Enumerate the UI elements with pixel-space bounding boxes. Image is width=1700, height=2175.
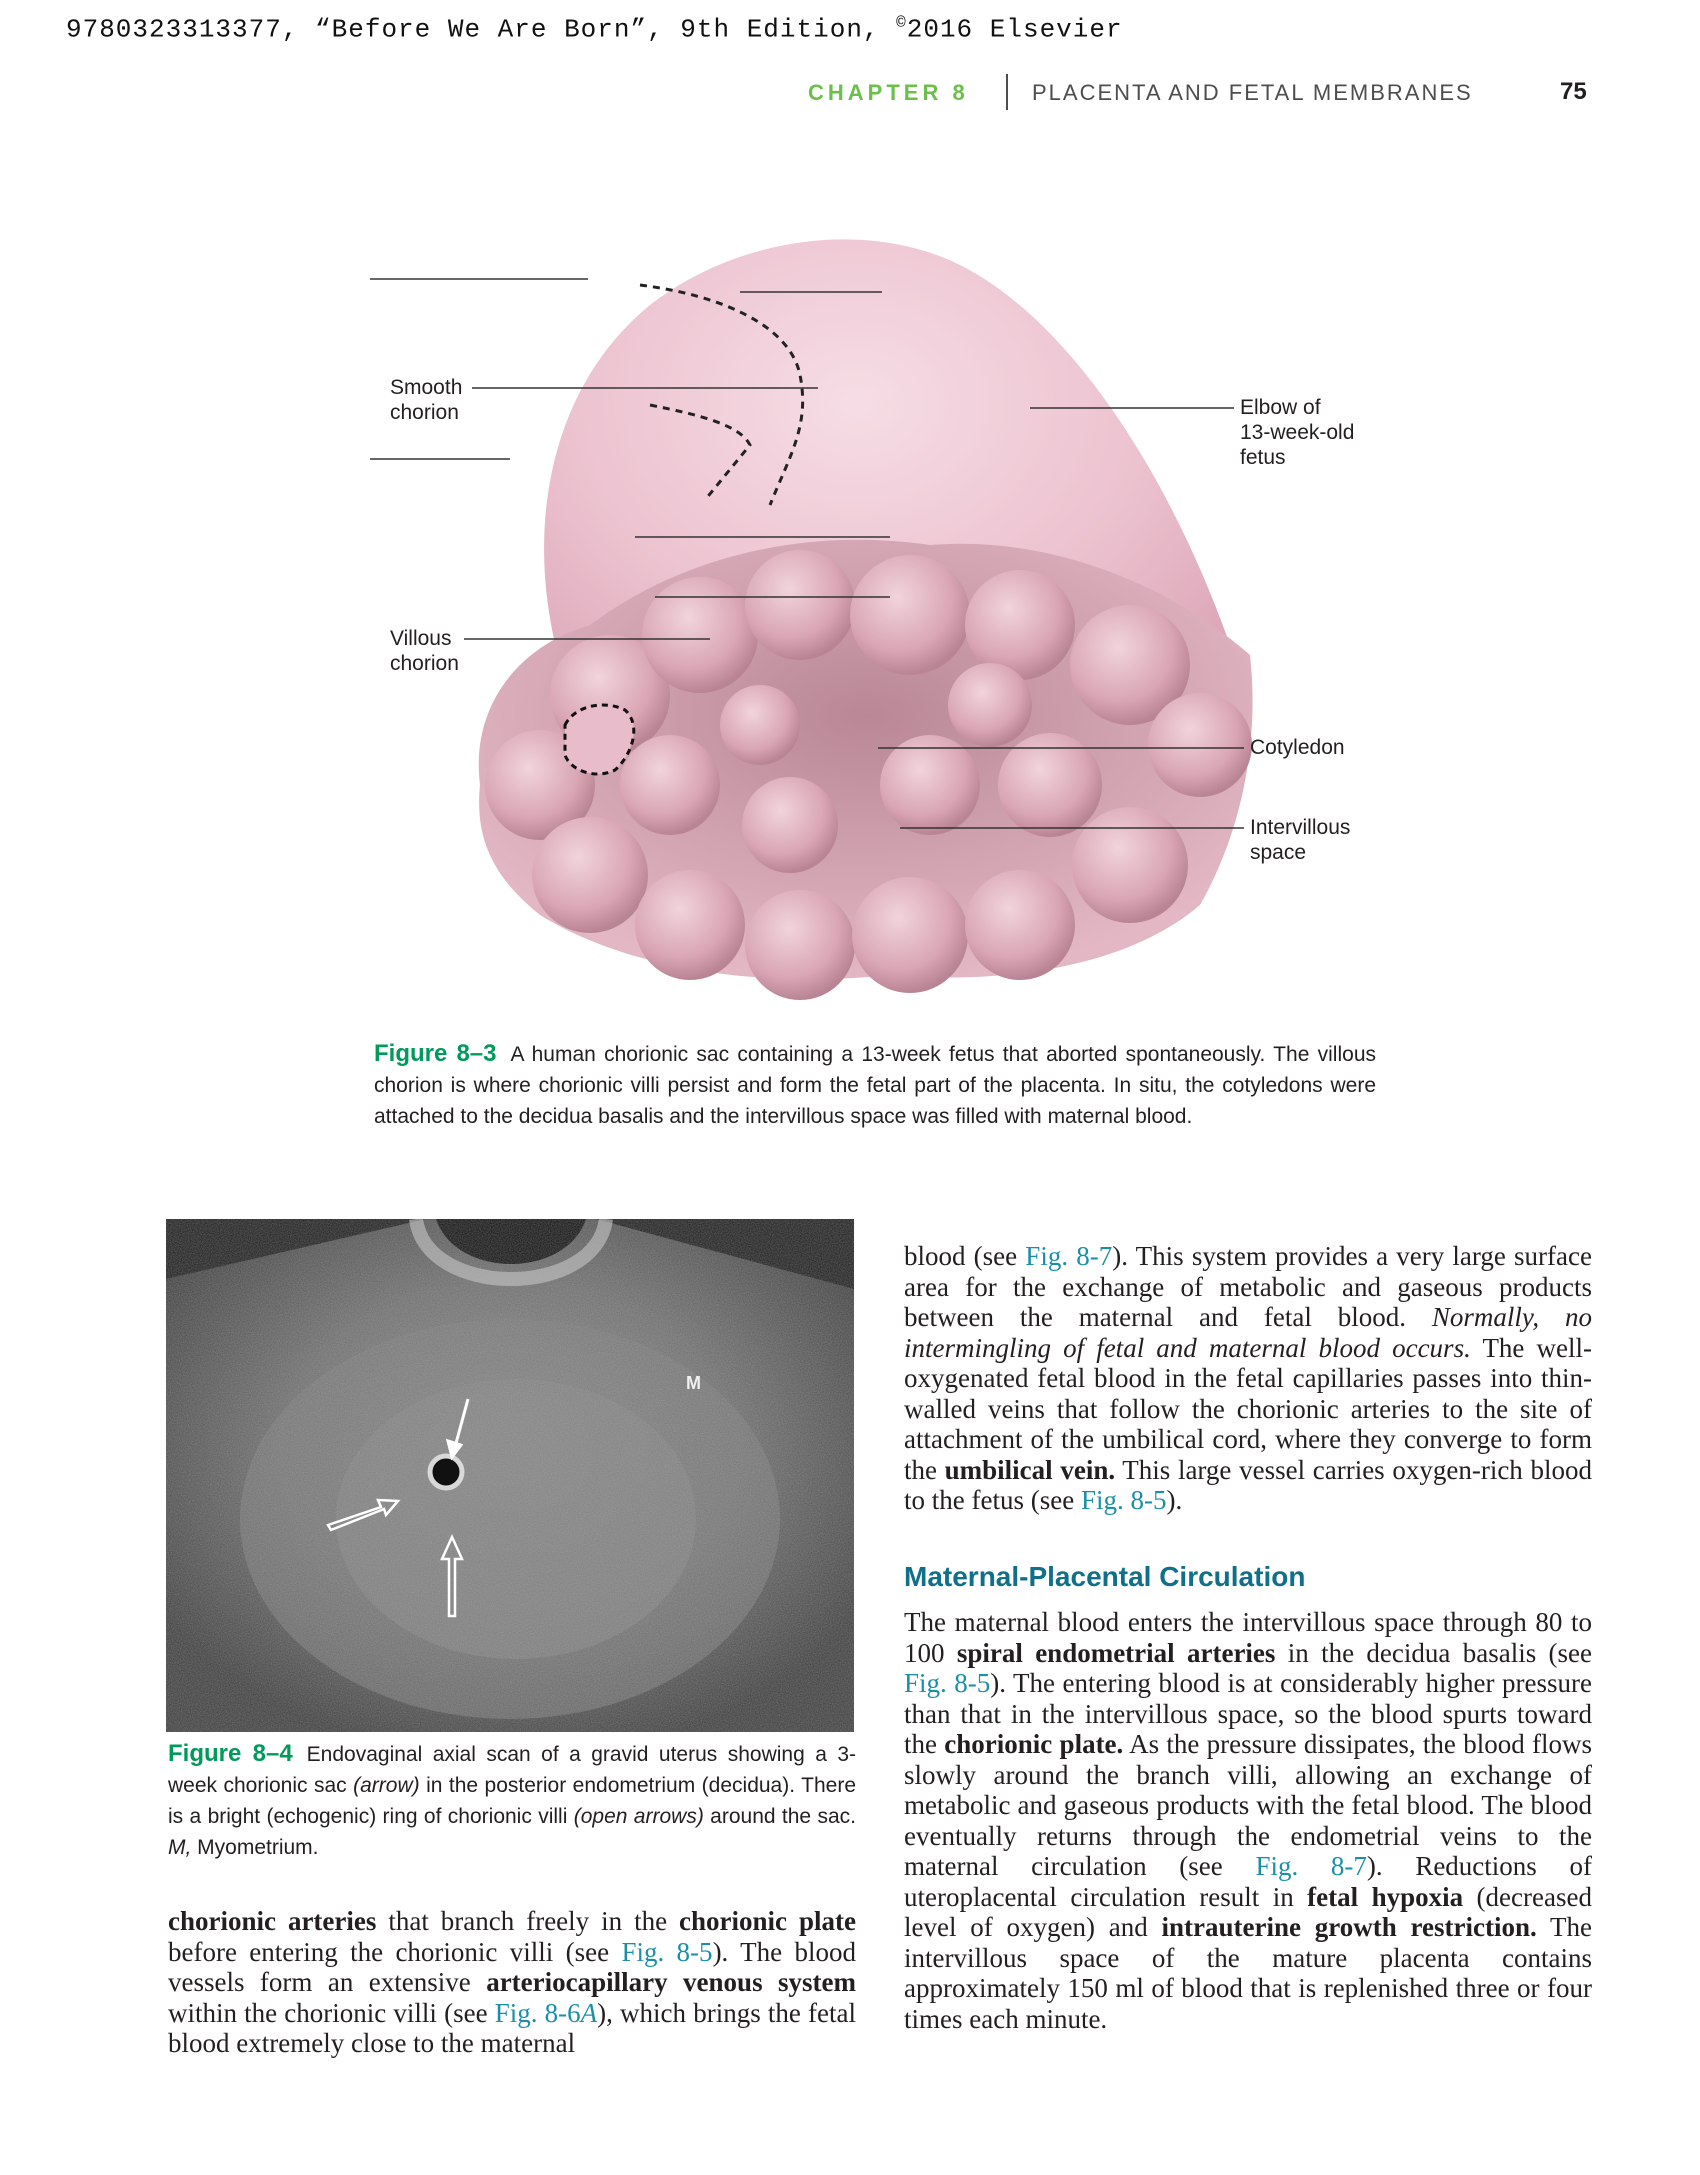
left-column-text xyxy=(168,1906,856,2059)
label-villous-chorion: Villous chorion xyxy=(390,627,459,675)
body-text: ). This system provides a very large surface area for the exchange of metabolic and gaseous products between the maternal and fetal blood. xyxy=(904,1241,1592,1332)
figure-8-4 xyxy=(166,1219,854,1732)
ultrasound-image xyxy=(166,1219,854,1732)
chapter-title: PLACENTA AND FETAL MEMBRANES xyxy=(1032,80,1473,105)
figure-8-4-caption-italic: (open arrows) xyxy=(573,1805,704,1828)
term-arteriocapillary-venous-system: arteriocapillary venous system xyxy=(486,1967,857,1997)
body-text: in the decidua basalis (see xyxy=(1275,1637,1592,1668)
term-fetal-hypoxia: fetal hypoxia xyxy=(1307,1881,1464,1912)
source-line-text: 9780323313377, “Before We Are Born”, 9th Edition, xyxy=(66,14,897,45)
copyright-symbol: © xyxy=(896,14,907,32)
chapter-label: CHAPTER 8 xyxy=(808,80,969,105)
body-text: The intervillous space of the mature placenta contains approximately 150 ml of blood that is replenished three or four times each minute. xyxy=(904,1912,1592,2034)
term-chorionic-arteries: chorionic arteries xyxy=(168,1906,377,1936)
section-heading: Maternal-Placental Circulation xyxy=(904,1561,1306,1592)
body-text: that branch freely in the xyxy=(376,1906,680,1936)
figure-8-4-caption-part: in the posterior endometrium (decidua). There is a bright (echogenic) ring of chorionic villi xyxy=(168,1774,856,1828)
term-spiral-endometrial-arteries: spiral endometrial arteries xyxy=(956,1637,1276,1668)
body-text: ), which brings the fetal blood extremely close to the maternal xyxy=(168,1997,856,2058)
term-umbilical-vein: umbilical vein. xyxy=(944,1454,1116,1485)
figure-8-4-caption-part: around the sac. xyxy=(703,1805,856,1828)
figure-8-4-caption xyxy=(168,1738,856,1863)
label-cotyledon: Cotyledon xyxy=(1250,736,1345,759)
figure-8-4-caption-part: Endovaginal axial scan of a gravid uterus showing a 3-week chorionic sac xyxy=(168,1743,857,1797)
chorionic-sac xyxy=(430,1456,462,1488)
figure-reference-link-text: Fig. 8-6 xyxy=(494,1997,581,2028)
figure-reference-link[interactable]: Fig. 8-7 xyxy=(1025,1241,1113,1271)
figure-8-4-number: Figure 8–4 xyxy=(168,1740,293,1767)
body-text: (decreased level of oxygen) and xyxy=(904,1881,1592,1942)
figure-8-3-number: Figure 8–3 xyxy=(374,1040,497,1067)
body-text: ). Reductions of uteroplacental circulation result in xyxy=(904,1851,1592,1912)
figure-reference-link[interactable]: Fig. 8-7 xyxy=(1255,1851,1367,1881)
figure-reference-link[interactable]: Fig. 8-5 xyxy=(904,1668,991,1698)
body-text: ). xyxy=(1166,1485,1183,1515)
term-chorionic-plate: chorionic plate xyxy=(679,1906,856,1936)
figure-8-4-caption-italic: (arrow) xyxy=(353,1774,420,1797)
body-text: blood (see xyxy=(904,1241,1026,1271)
right-column-paragraph-2 xyxy=(904,1607,1592,2034)
figure-reference-link[interactable]: Fig. 8-5 xyxy=(1080,1485,1167,1515)
right-column-paragraph-1 xyxy=(904,1241,1592,1516)
figure-8-3-caption xyxy=(374,1038,1376,1132)
figure-8-4-caption-part: Myometrium. xyxy=(191,1836,319,1859)
figure-reference-link[interactable]: Fig. 8-5 xyxy=(621,1936,713,1967)
label-m: M xyxy=(686,1373,701,1393)
figure-reference-link-panel: A xyxy=(580,1997,598,2028)
body-text: The maternal blood enters the intervillous space through 80 to 100 xyxy=(904,1607,1592,1668)
term-chorionic-plate: chorionic plate. xyxy=(944,1729,1124,1759)
label-intervillous-space: Intervillous space xyxy=(1250,816,1351,864)
body-text: within the chorionic villi (see xyxy=(168,1997,495,2028)
figure-reference-link[interactable] xyxy=(495,1998,597,2028)
page-number: 75 xyxy=(1560,78,1587,105)
figure-8-4-caption-italic: M, xyxy=(168,1836,192,1859)
body-text: ). The blood vessels form an extensive xyxy=(168,1936,856,1997)
source-line-rest: 2016 Elsevier xyxy=(906,14,1123,45)
body-text: The well-oxygenated fetal blood in the fetal capillaries passes into thin-walled veins that follow the chorionic arteries to the site of attachment of the umbilical cord, where they converge to form the xyxy=(904,1332,1592,1485)
body-text: As the pressure dissipates, the blood flows slowly around the branch villi, allowing an exchange of metabolic and gaseous products with the fetal blood. The blood eventually returns through the endometrial veins to the maternal circulation (see xyxy=(904,1729,1592,1881)
body-text: before entering the chorionic villi (see xyxy=(168,1936,622,1967)
body-text: ). The entering blood is at considerably higher pressure than that in the intervillous space, so the blood spurts toward the xyxy=(904,1668,1592,1759)
term-intrauterine-growth-restriction: intrauterine growth restriction. xyxy=(1161,1912,1537,1942)
label-elbow: Elbow of 13-week-old fetus xyxy=(1240,396,1355,469)
body-text: This large vessel carries oxygen-rich blood to the fetus (see xyxy=(904,1454,1592,1515)
emphasis-text: Normally, no intermingling of fetal and maternal blood occurs. xyxy=(904,1302,1592,1363)
label-smooth-chorion: Smooth chorion xyxy=(390,376,463,424)
figure-8-3-caption-text: A human chorionic sac containing a 13-week fetus that aborted spontaneously. The villous chorion is where chorionic villi persist and form the fetal part of the placenta. In situ, the cotyledons were attached to the decidua basalis and the intervillous space was filled with maternal blood. xyxy=(374,1043,1377,1128)
